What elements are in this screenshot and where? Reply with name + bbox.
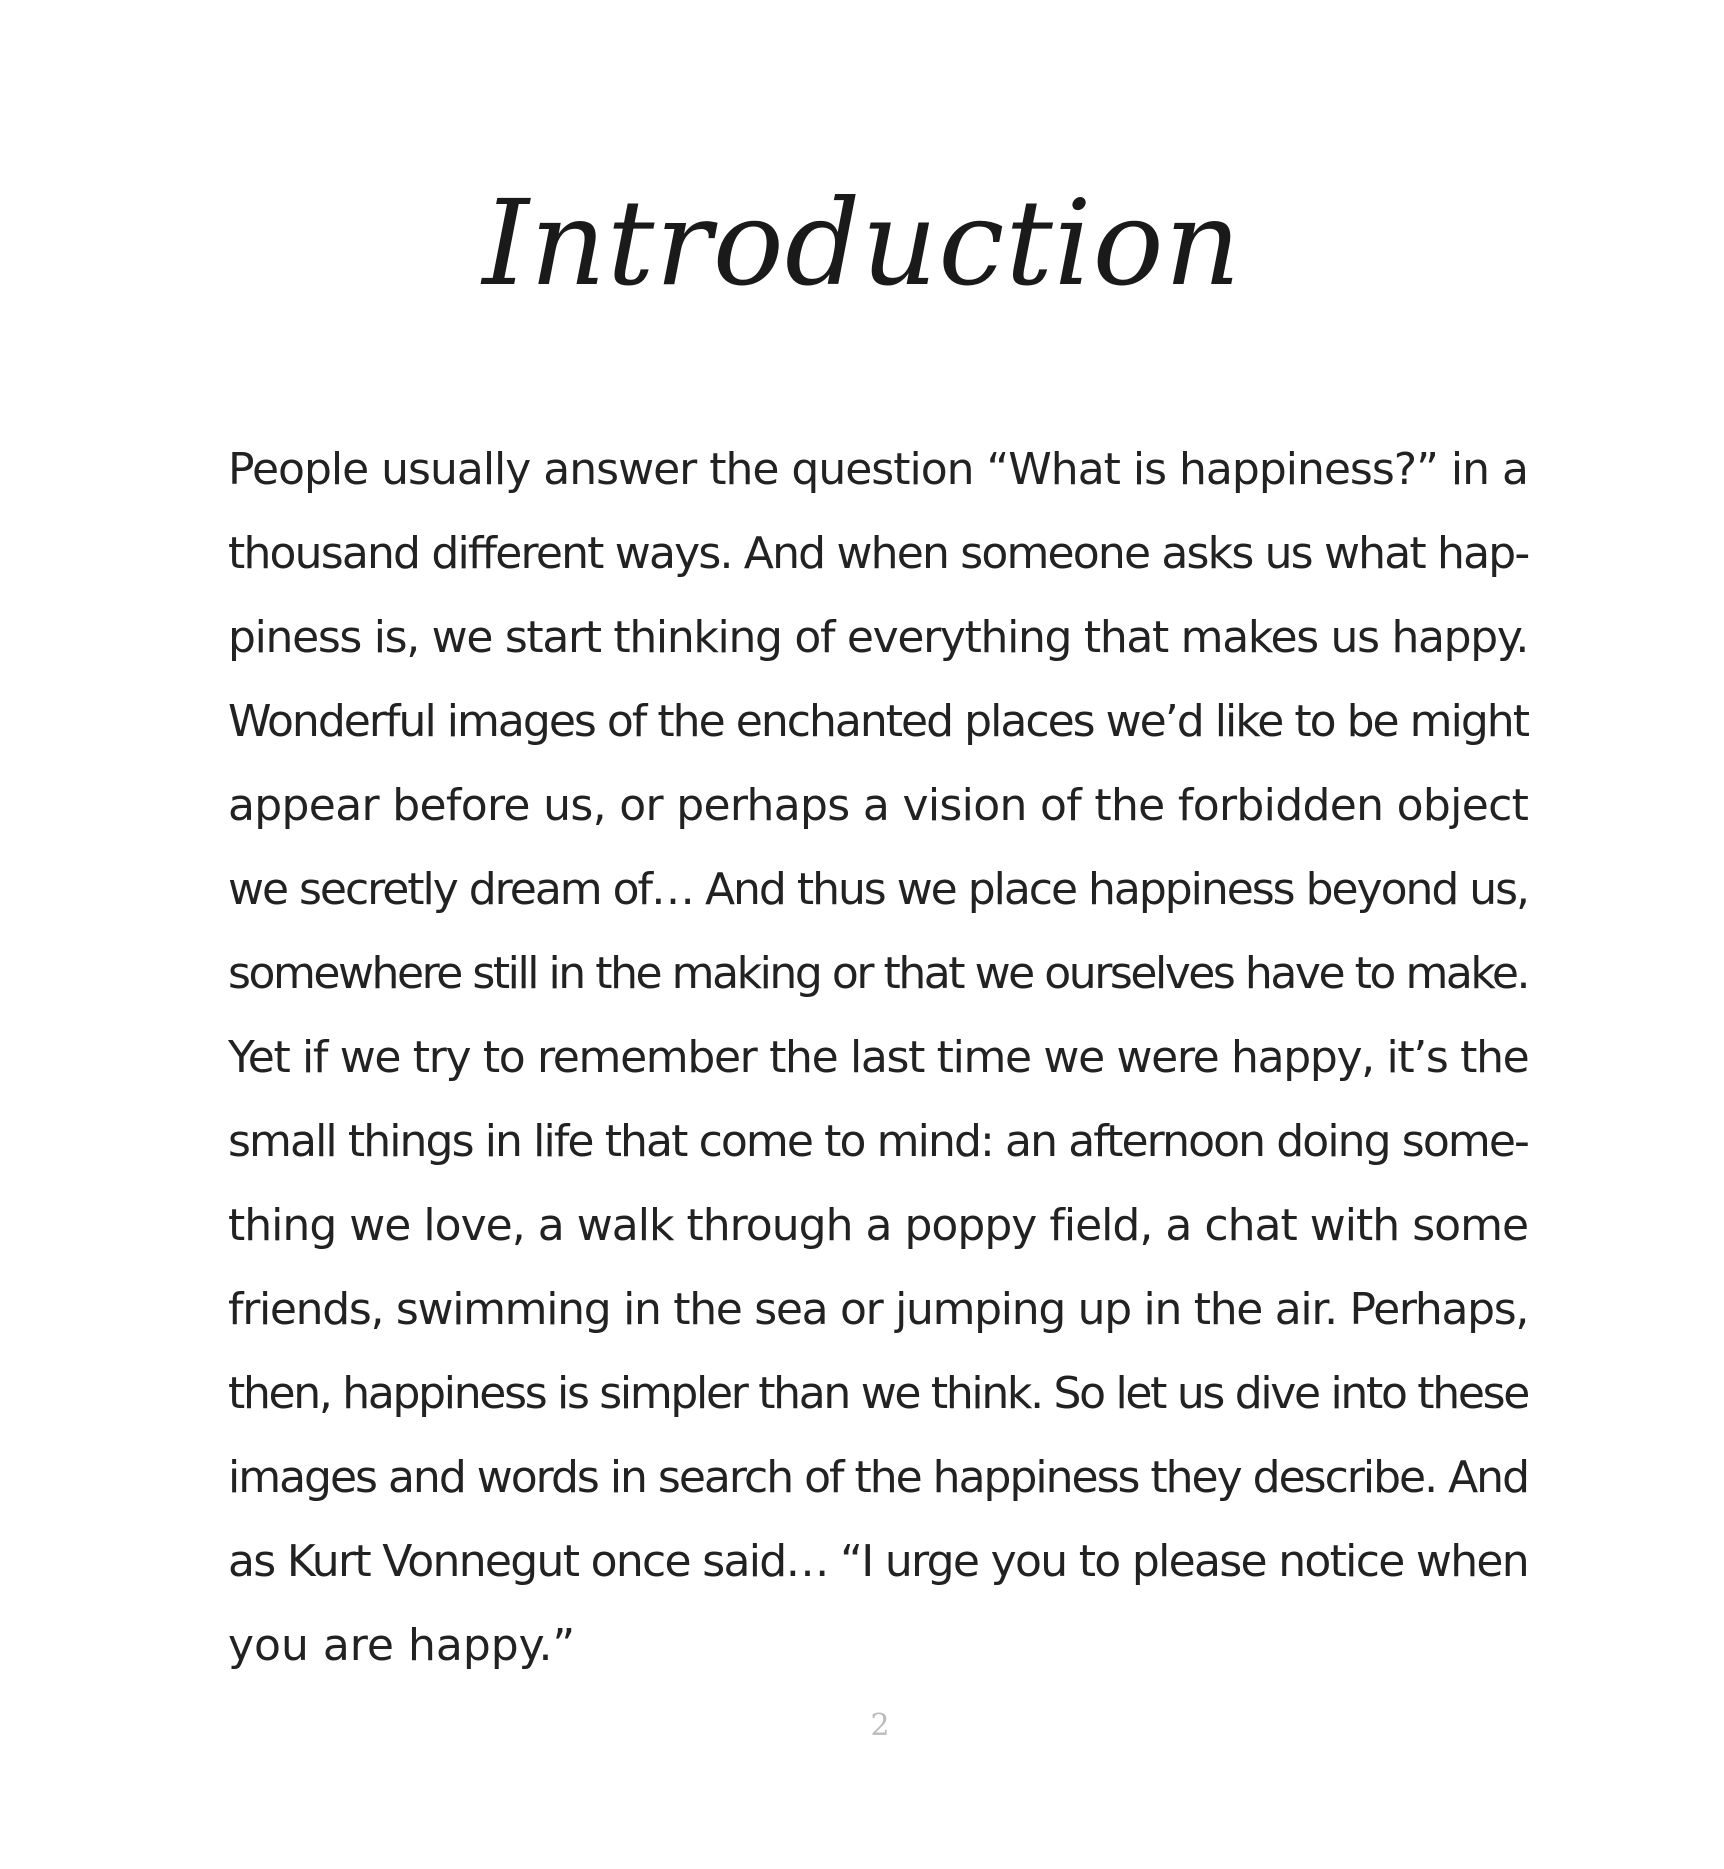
paragraph-line: you are happy.”	[228, 1620, 576, 1671]
paragraph-line: as Kurt Vonnegut once said… “I urge you to please notice when	[228, 1536, 1528, 1587]
paragraph-line: then, happiness is simpler than we think. So let us dive into these	[228, 1368, 1528, 1419]
paragraph-line: thing we love, a walk through a poppy field, a chat with some	[228, 1200, 1529, 1251]
paragraph-line: piness is, we start thinking of everything that makes us happy.	[228, 612, 1528, 663]
paragraph-line: small things in life that come to mind: an afternoon doing some-	[228, 1116, 1528, 1167]
page-title: Introduction	[482, 174, 1242, 312]
paragraph-line: People usually answer the question “What is happiness?” in a	[228, 444, 1528, 495]
introduction-paragraph	[228, 428, 1528, 1688]
paragraph-line: thousand different ways. And when someone asks us what hap-	[228, 528, 1529, 579]
paragraph-line: we secretly dream of… And thus we place happiness beyond us,	[228, 864, 1528, 915]
paragraph-line: friends, swimming in the sea or jumping up in the air. Perhaps,	[228, 1284, 1529, 1335]
paragraph-line: Wonderful images of the enchanted places we’d like to be might	[228, 696, 1528, 747]
paragraph-line: Yet if we try to remember the last time we were happy, it’s the	[228, 1032, 1529, 1083]
paragraph-line: appear before us, or perhaps a vision of the forbidden object	[228, 780, 1529, 831]
paragraph-line: images and words in search of the happiness they describe. And	[228, 1452, 1528, 1503]
page-number: 2	[870, 1708, 890, 1743]
paragraph-line: somewhere still in the making or that we ourselves have to make.	[228, 948, 1528, 999]
